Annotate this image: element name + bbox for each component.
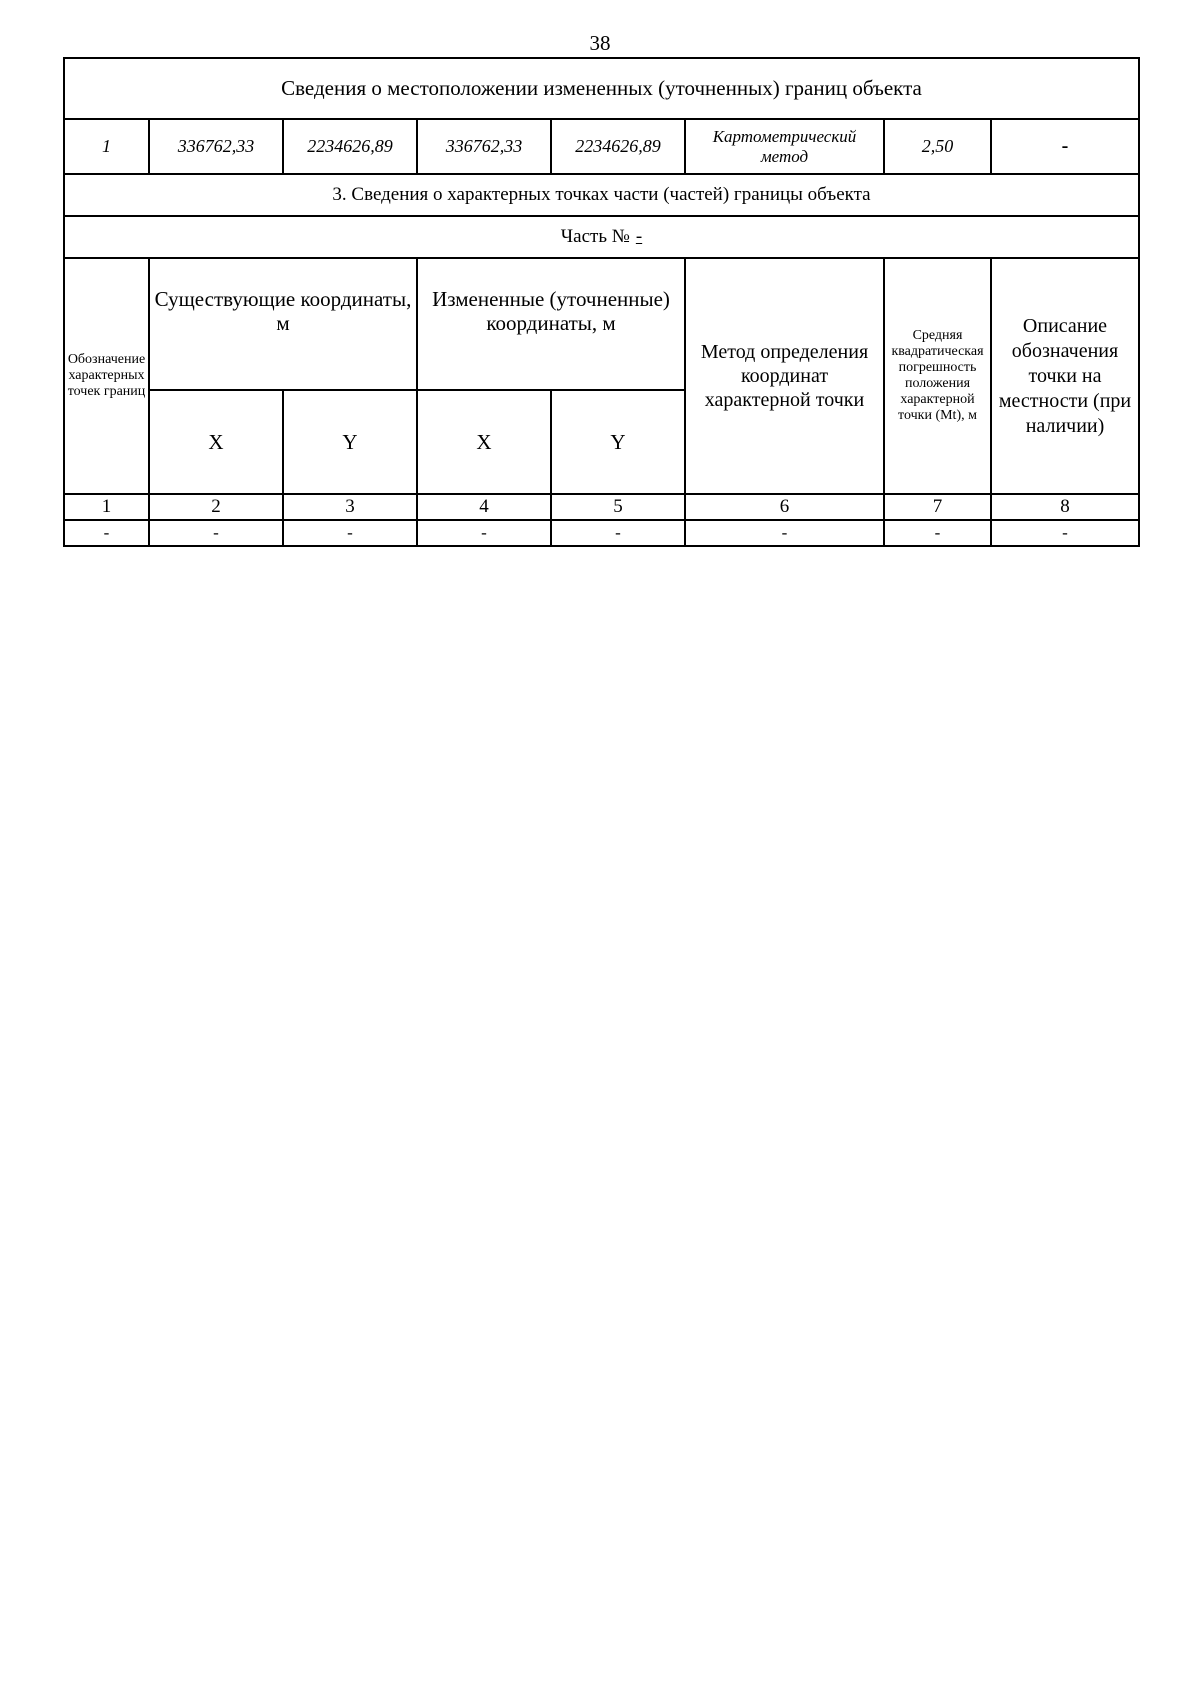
table-title-row: [64, 58, 1139, 119]
cell-x-changed: 336762,33: [417, 119, 551, 174]
header-existing-coords: Существующие координаты, м: [149, 258, 417, 390]
column-number: 3: [283, 494, 417, 520]
cell-y-existing: 2234626,89: [283, 119, 417, 174]
page-number: 38: [589, 31, 611, 55]
part-value: -: [635, 226, 643, 247]
empty-cell: -: [283, 520, 417, 546]
column-number: 1: [64, 494, 149, 520]
cell-description: -: [991, 119, 1139, 174]
section-row: [64, 174, 1139, 216]
column-number: 5: [551, 494, 685, 520]
header-x-existing: X: [149, 390, 283, 494]
empty-cell: -: [551, 520, 685, 546]
empty-cell: -: [417, 520, 551, 546]
header-row-1: [64, 258, 1139, 390]
column-numbers-row: [64, 494, 1139, 520]
empty-cell: -: [884, 520, 991, 546]
cell-x-existing: 336762,33: [149, 119, 283, 174]
header-x-changed: X: [417, 390, 551, 494]
empty-cell: -: [149, 520, 283, 546]
cell-error: 2,50: [884, 119, 991, 174]
cell-y-changed: 2234626,89: [551, 119, 685, 174]
empty-cell: -: [991, 520, 1139, 546]
cell-method: Картометрический метод: [685, 119, 884, 174]
header-method: Метод определения координат характерной точки: [685, 258, 884, 494]
header-description: Описание обозначения точки на местности (при наличии): [991, 258, 1139, 494]
header-error: Средняя квадратическая погрешность положения характерной точки (Mt), м: [884, 258, 991, 494]
table-title: Сведения о местоположении измененных (уточненных) границ объекта: [64, 58, 1139, 119]
empty-cell: -: [685, 520, 884, 546]
header-y-existing: Y: [283, 390, 417, 494]
column-number: 7: [884, 494, 991, 520]
table-row: [64, 119, 1139, 174]
table-row: [64, 520, 1139, 546]
header-designation: Обозначение характерных точек границ: [64, 258, 149, 494]
column-number: 2: [149, 494, 283, 520]
section-title: 3. Сведения о характерных точках части (частей) границы объекта: [64, 174, 1139, 216]
header-changed-coords: Измененные (уточненные) координаты, м: [417, 258, 685, 390]
column-number: 6: [685, 494, 884, 520]
part-label: Часть №: [560, 226, 630, 247]
header-y-changed: Y: [551, 390, 685, 494]
part-cell: [64, 216, 1139, 258]
cell-point: 1: [64, 119, 149, 174]
empty-cell: -: [64, 520, 149, 546]
part-row: [64, 216, 1139, 258]
column-number: 4: [417, 494, 551, 520]
boundary-points-table: [63, 57, 1140, 547]
column-number: 8: [991, 494, 1139, 520]
